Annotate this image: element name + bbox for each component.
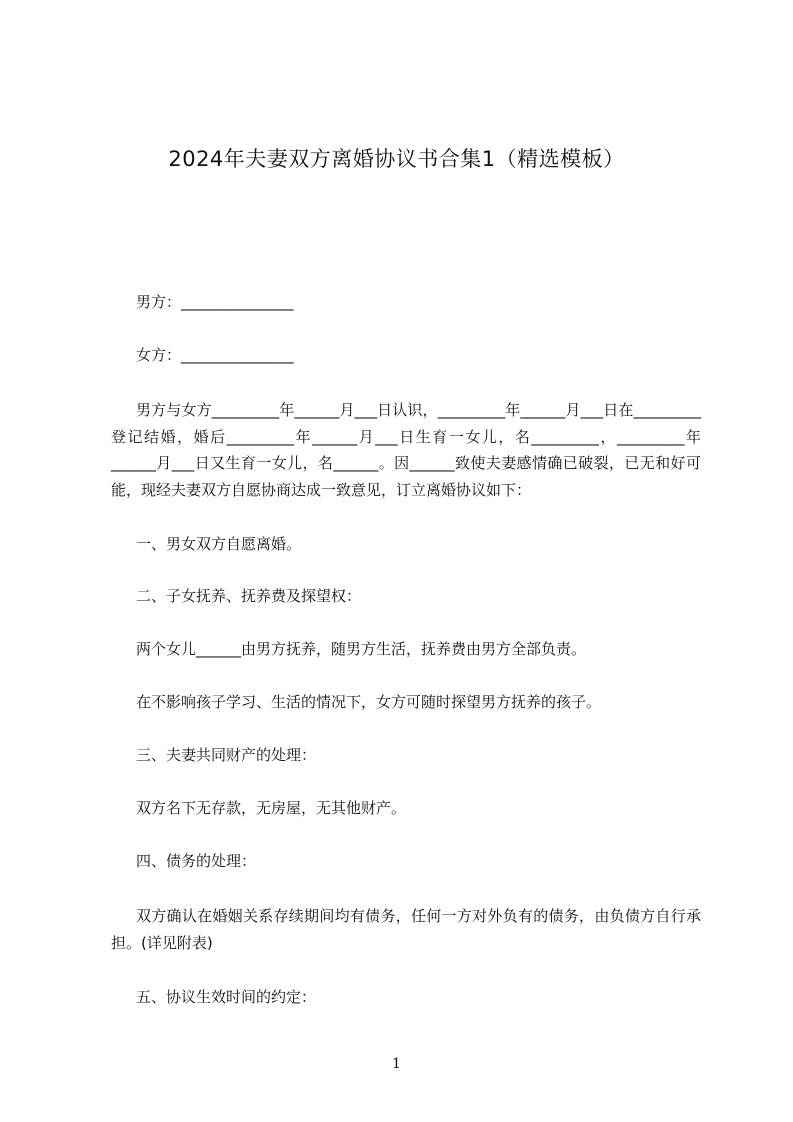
section-5-heading: 五、协议生效时间的约定： — [136, 988, 317, 1006]
section-3-paragraph: 双方名下无存款，无房屋，无其他财产。 — [136, 799, 407, 817]
section-3-heading: 三、夫妻共同财产的处理： — [136, 746, 317, 764]
document-title: 2024年夫妻双方离婚协议书合集1（精选模板） — [168, 147, 625, 171]
section-1-heading: 一、男女双方自愿离婚。 — [136, 535, 302, 553]
female-party-line: 女方：_______________ — [136, 346, 294, 364]
section-4-paragraph: 双方确认在婚姻关系存续期间均有债务，任何一方对外负有的债务，由负债方自行承担。(详见附表) — [111, 907, 701, 952]
page-number: 1 — [392, 1056, 401, 1072]
section-2-paragraph-2: 在不影响孩子学习、生活的情况下，女方可随时探望男方抚养的孩子。 — [136, 693, 602, 711]
section-4-heading: 四、债务的处理： — [136, 852, 257, 870]
male-party-line: 男方：_______________ — [136, 293, 294, 311]
section-2-paragraph-1: 两个女儿______由男方抚养，随男方生活，抚养费由男方全部负责。 — [136, 640, 587, 658]
intro-paragraph: 男方与女方_________年______月___日认识，_________年______月___日在_________登记结婚，婚后_________年______月___日生育一女儿，名_________，_________年______月___日又生育一女儿，名______。因______致使夫妻感情确已破裂，已无和好可能，现经夫妻双方自愿协商达成一致意见，订立离婚协议如下： — [111, 401, 701, 499]
section-2-heading: 二、子女抚养、抚养费及探望权： — [136, 587, 362, 605]
